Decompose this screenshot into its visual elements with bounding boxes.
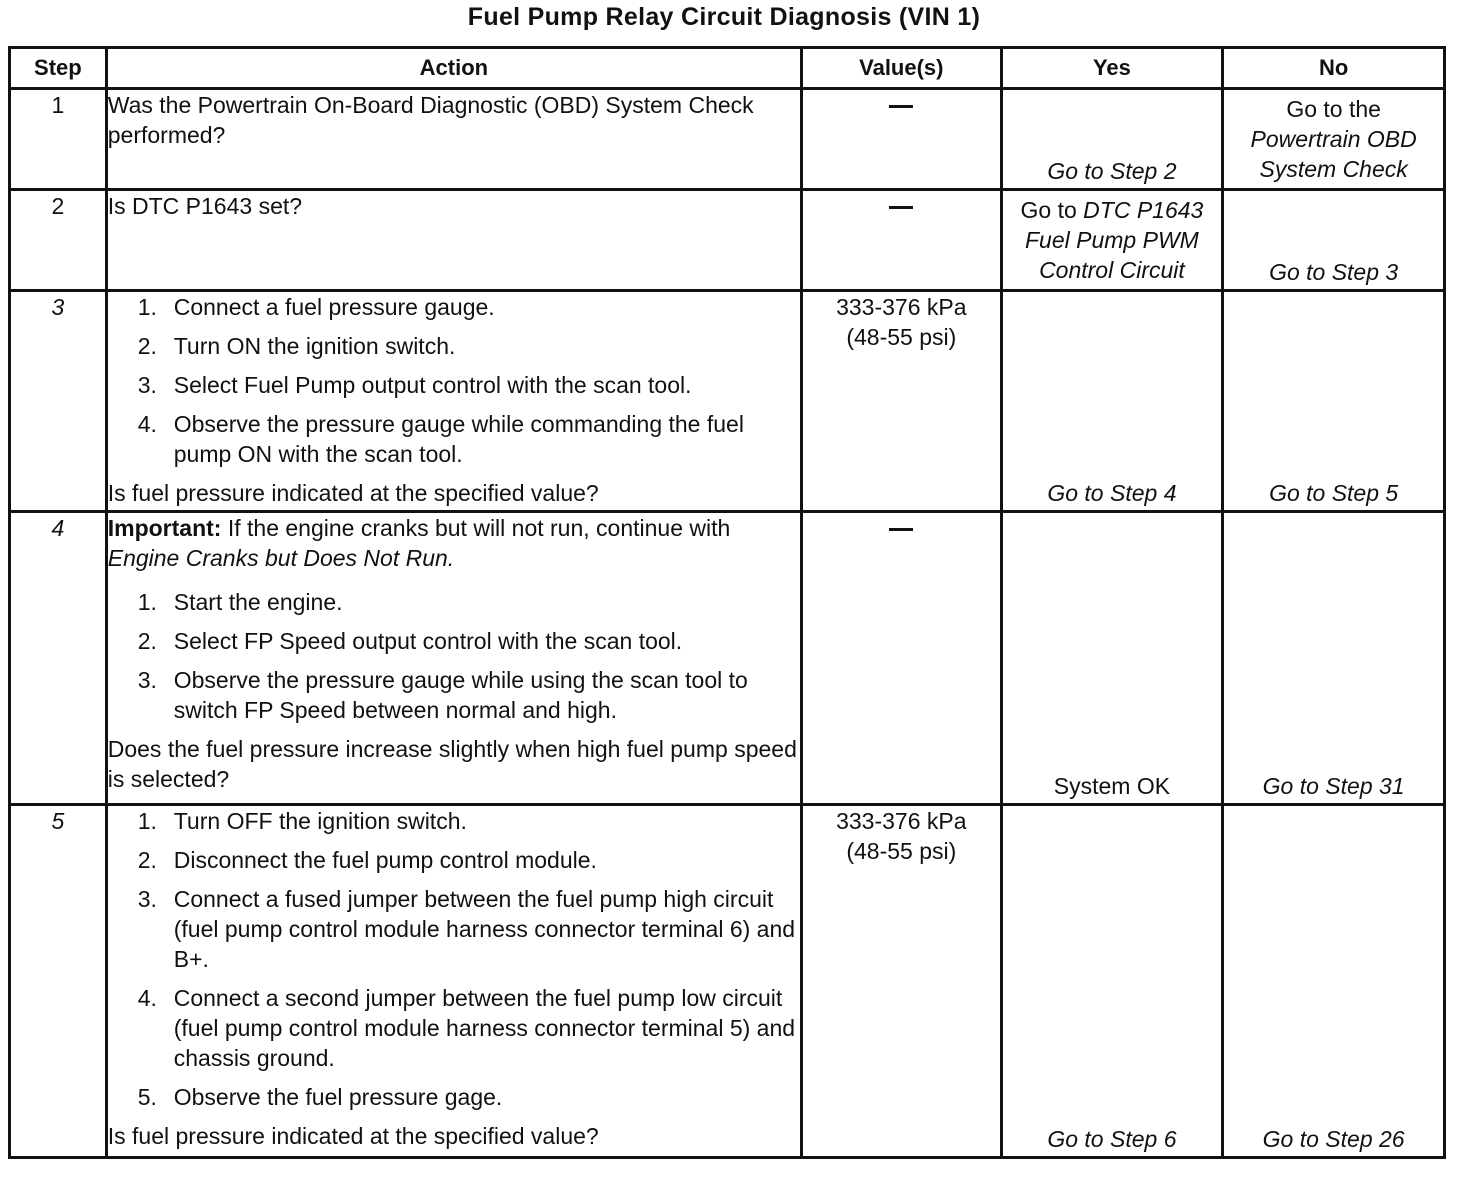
value-psi: (48-55 psi) <box>846 838 957 864</box>
step-number: 5 <box>51 808 65 834</box>
step-cell <box>10 512 107 805</box>
no-cell <box>1223 89 1445 190</box>
action-question: Is fuel pressure indicated at the specified value? <box>107 1123 599 1149</box>
value-dash <box>889 105 913 108</box>
substep: 1. Turn OFF the ignition switch. <box>137 808 467 834</box>
substep: 3. Observe the pressure gauge while using the scan tool to switch FP Speed between normal and high. <box>137 667 748 723</box>
value-kpa: 333-376 kPa <box>836 294 967 320</box>
value-cell <box>802 291 1002 512</box>
no-result: Go to Step 31 <box>1262 773 1405 799</box>
no-result-link: Powertrain OBD System Check <box>1250 126 1417 182</box>
action-question: Is DTC P1643 set? <box>107 193 303 219</box>
step-number: 1 <box>51 92 65 118</box>
substep: 2. Disconnect the fuel pump control module. <box>137 847 597 873</box>
table-row-step-5 <box>10 805 1445 1158</box>
important-note <box>108 513 800 573</box>
no-result: Go to Step 5 <box>1269 480 1399 506</box>
step-cell <box>10 89 107 190</box>
no-cell <box>1223 190 1445 291</box>
table-header-row <box>10 48 1445 89</box>
yes-result: System OK <box>1053 773 1171 799</box>
action-cell <box>106 89 801 190</box>
action-question: Does the fuel pressure increase slightly when high fuel pump speed is selected? <box>107 736 797 792</box>
substep: 4. Observe the pressure gauge while commanding the fuel pump ON with the scan tool. <box>137 411 744 467</box>
value-cell <box>802 805 1002 1158</box>
value-dash <box>889 206 913 209</box>
step-cell <box>10 291 107 512</box>
header-action: Action <box>106 48 801 89</box>
substep-list <box>108 587 800 725</box>
no-cell <box>1223 805 1445 1158</box>
table-row-step-3 <box>10 291 1445 512</box>
substep: 4. Connect a second jumper between the fuel pump low circuit (fuel pump control module harness connector terminal 5) and chassis ground. <box>137 985 796 1071</box>
value-kpa: 333-376 kPa <box>836 808 967 834</box>
action-question: Was the Powertrain On-Board Diagnostic (OBD) System Check performed? <box>107 92 754 148</box>
header-values: Value(s) <box>802 48 1002 89</box>
yes-result-prefix: Go to <box>1020 197 1077 223</box>
substep-list <box>108 292 800 469</box>
table-row-step-4 <box>10 512 1445 805</box>
step-cell <box>10 805 107 1158</box>
table-row-step-2 <box>10 190 1445 291</box>
no-result: Go to Step 26 <box>1262 1126 1405 1152</box>
important-link: Engine Cranks but Does Not Run. <box>107 545 455 571</box>
yes-result <box>1003 191 1222 285</box>
header-no: No <box>1223 48 1445 89</box>
document-title: Fuel Pump Relay Circuit Diagnosis (VIN 1) <box>467 3 981 31</box>
yes-cell <box>1001 291 1223 512</box>
no-result <box>1224 90 1443 184</box>
no-cell <box>1223 512 1445 805</box>
action-cell <box>106 512 801 805</box>
substep: 2. Select FP Speed output control with the scan tool. <box>137 628 683 654</box>
step-number: 4 <box>51 515 65 541</box>
value-psi: (48-55 psi) <box>846 324 957 350</box>
substep: 1. Connect a fuel pressure gauge. <box>137 294 495 320</box>
step-number: 3 <box>51 294 65 320</box>
substep: 5. Observe the fuel pressure gage. <box>137 1084 503 1110</box>
important-text: If the engine cranks but will not run, continue with <box>227 515 731 541</box>
no-cell <box>1223 291 1445 512</box>
action-question: Is fuel pressure indicated at the specified value? <box>107 480 599 506</box>
yes-cell <box>1001 805 1223 1158</box>
yes-result: Go to Step 6 <box>1047 1126 1177 1152</box>
substep: 3. Connect a fused jumper between the fuel pump high circuit (fuel pump control module harness connector terminal 6) and B+. <box>137 886 796 972</box>
table-row-step-1 <box>10 89 1445 190</box>
value-cell <box>802 89 1002 190</box>
step-cell <box>10 190 107 291</box>
yes-cell <box>1001 89 1223 190</box>
action-cell <box>106 190 801 291</box>
diagnosis-table <box>8 46 1446 1159</box>
no-result-prefix: Go to the <box>1286 96 1381 122</box>
yes-result-link: DTC P1643 Fuel Pump PWM Control Circuit <box>1025 197 1204 283</box>
substep-list <box>108 806 800 1112</box>
substep: 1. Start the engine. <box>137 589 343 615</box>
no-result: Go to Step 3 <box>1269 259 1399 285</box>
action-cell <box>106 291 801 512</box>
important-label: Important: <box>107 515 222 541</box>
substep: 3. Select Fuel Pump output control with the scan tool. <box>137 372 692 398</box>
value-cell <box>802 512 1002 805</box>
step-number: 2 <box>51 193 65 219</box>
value-cell <box>802 190 1002 291</box>
header-yes: Yes <box>1001 48 1223 89</box>
header-step: Step <box>10 48 107 89</box>
yes-cell <box>1001 512 1223 805</box>
yes-result: Go to Step 2 <box>1047 158 1177 184</box>
substep: 2. Turn ON the ignition switch. <box>137 333 456 359</box>
value-dash <box>889 528 913 531</box>
action-cell <box>106 805 801 1158</box>
yes-cell <box>1001 190 1223 291</box>
yes-result: Go to Step 4 <box>1047 480 1177 506</box>
